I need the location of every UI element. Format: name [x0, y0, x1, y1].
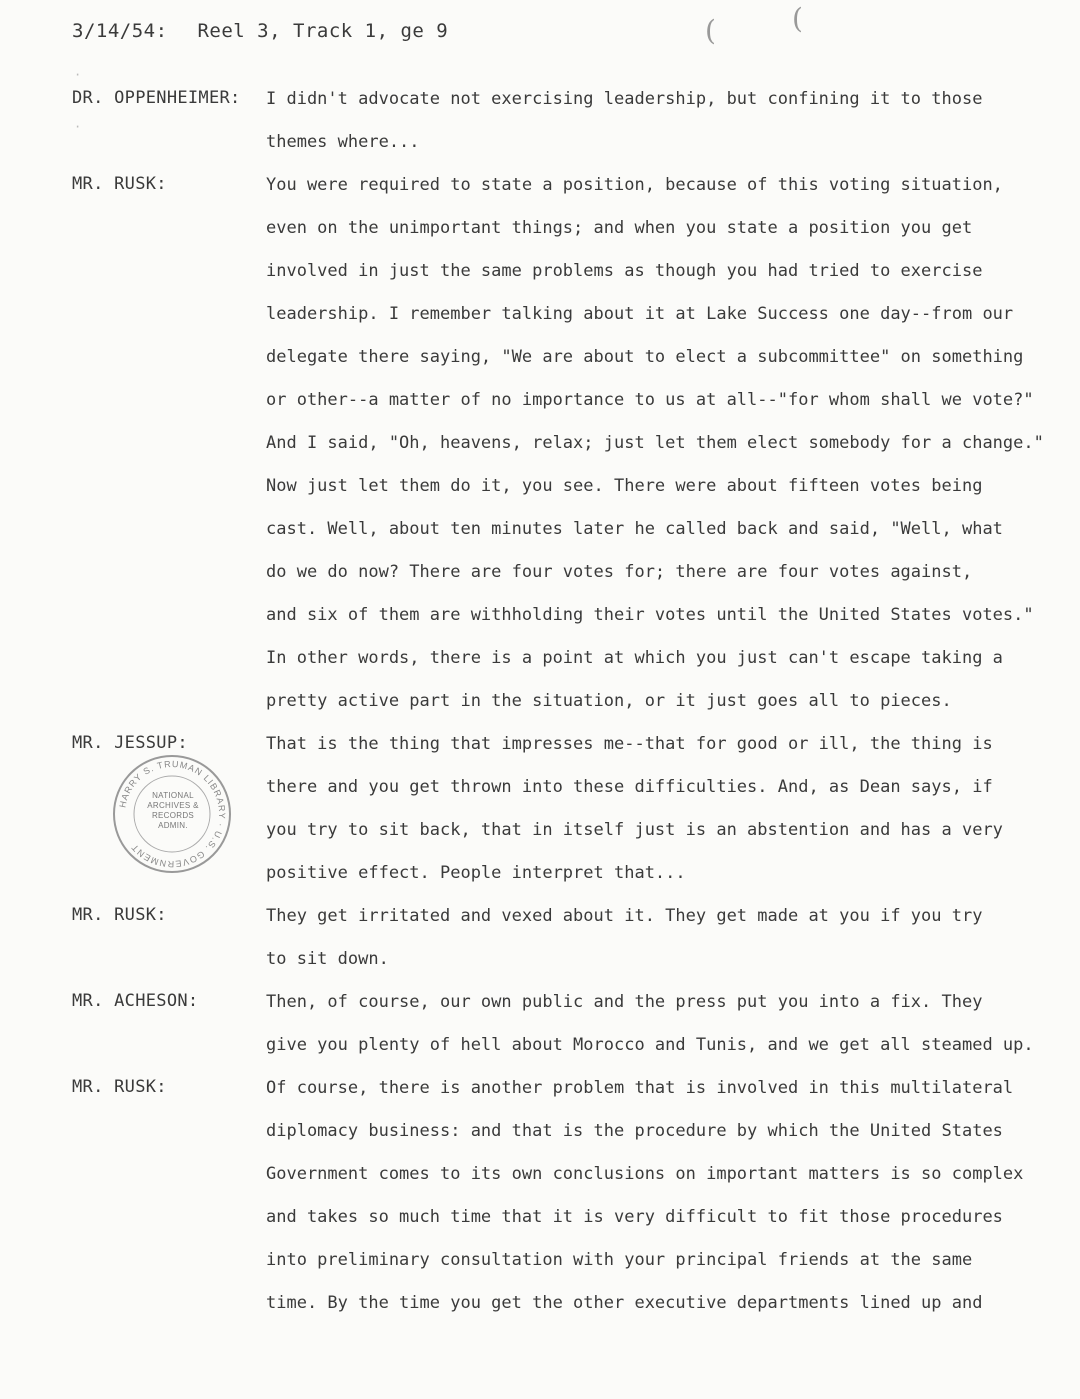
- speech-line: leadership. I remember talking about it at Lake Success one day--from our: [266, 304, 1014, 324]
- margin-speck-1: ·: [74, 68, 82, 82]
- speech-line: involved in just the same problems as though you had tried to exercise: [266, 261, 983, 281]
- speech-line: do we do now? There are four votes for; there are four votes against,: [266, 562, 973, 582]
- stamp-inner-text: [133, 791, 213, 831]
- stamp-line: ARCHIVES &: [147, 801, 199, 810]
- speech-line: positive effect. People interpret that...: [266, 863, 686, 883]
- speech-line: In other words, there is a point at which you just can't escape taking a: [266, 648, 1003, 668]
- speech-line: into preliminary consultation with your principal friends at the same: [266, 1250, 973, 1270]
- speech-lines: [266, 905, 1066, 991]
- speech-lines: [266, 991, 1066, 1077]
- archive-stamp: [113, 755, 231, 873]
- speech-line: Then, of course, our own public and the press put you into a fix. They: [266, 992, 983, 1012]
- speech-line: there and you get thrown into these difficulties. And, as Dean says, if: [266, 777, 993, 797]
- speech-line: I didn't advocate not exercising leadership, but confining it to those: [266, 89, 983, 109]
- speaker-name: MR. RUSK:: [72, 905, 167, 925]
- speech-line: even on the unimportant things; and when you state a position you get: [266, 218, 973, 238]
- margin-speck-2: ·: [74, 120, 82, 134]
- speech-line: and takes so much time that it is very difficult to fit those procedures: [266, 1207, 1003, 1227]
- stamp-line: RECORDS: [151, 811, 195, 820]
- speech-line: and six of them are withholding their votes until the United States votes.": [266, 605, 1034, 625]
- paren-mark-1: (: [705, 14, 716, 47]
- speech-line: pretty active part in the situation, or it just goes all to pieces.: [266, 691, 952, 711]
- speech-line: They get irritated and vexed about it. They get made at you if you try: [266, 906, 983, 926]
- paren-mark-2: (: [792, 2, 803, 35]
- speaker-name: MR. JESSUP:: [72, 733, 188, 753]
- speech-lines: [266, 733, 1066, 905]
- speaker-name: MR. RUSK:: [72, 174, 167, 194]
- speech-line: themes where...: [266, 132, 420, 152]
- speech-lines: [266, 1077, 1066, 1335]
- stamp-line: NATIONAL: [152, 791, 194, 800]
- header-page: ge 9: [400, 20, 449, 42]
- speech-lines: [266, 174, 1066, 733]
- speech-line: time. By the time you get the other executive departments lined up and: [266, 1293, 983, 1313]
- speech-line: That is the thing that impresses me--that for good or ill, the thing is: [266, 734, 993, 754]
- header-track: Track 1,: [293, 20, 389, 42]
- speaker-name: MR. ACHESON:: [72, 991, 199, 1011]
- speech-line: give you plenty of hell about Morocco and Tunis, and we get all steamed up.: [266, 1035, 1034, 1055]
- speech-line: Government comes to its own conclusions on important matters is so complex: [266, 1164, 1024, 1184]
- speech-line: or other--a matter of no importance to us at all--"for whom shall we vote?": [266, 390, 1034, 410]
- speech-line: You were required to state a position, because of this voting situation,: [266, 175, 1003, 195]
- speech-line: cast. Well, about ten minutes later he called back and said, "Well, what: [266, 519, 1003, 539]
- stamp-ring-text: HARRY S. TRUMAN LIBRARY · U.S. GOVERNMENT: [117, 758, 228, 870]
- speech-line: you try to sit back, that in itself just is an abstention and has a very: [266, 820, 1003, 840]
- speech-line: delegate there saying, "We are about to elect a subcommittee" on something: [266, 347, 1024, 367]
- speech-lines: [266, 88, 1066, 174]
- speech-line: Now just let them do it, you see. There were about fifteen votes being: [266, 476, 983, 496]
- speech-line: And I said, "Oh, heavens, relax; just let them elect somebody for a change.": [266, 433, 1044, 453]
- speech-line: Of course, there is another problem that is involved in this multilateral: [266, 1078, 1014, 1098]
- stamp-line: ADMIN.: [158, 821, 188, 830]
- speech-line: to sit down.: [266, 949, 389, 969]
- page-header: [72, 20, 448, 42]
- speaker-name: MR. RUSK:: [72, 1077, 167, 1097]
- header-reel: Reel 3,: [197, 20, 282, 42]
- speaker-name: DR. OPPENHEIMER:: [72, 88, 241, 108]
- header-date: 3/14/54:: [72, 20, 168, 42]
- speech-line: diplomacy business: and that is the procedure by which the United States: [266, 1121, 1003, 1141]
